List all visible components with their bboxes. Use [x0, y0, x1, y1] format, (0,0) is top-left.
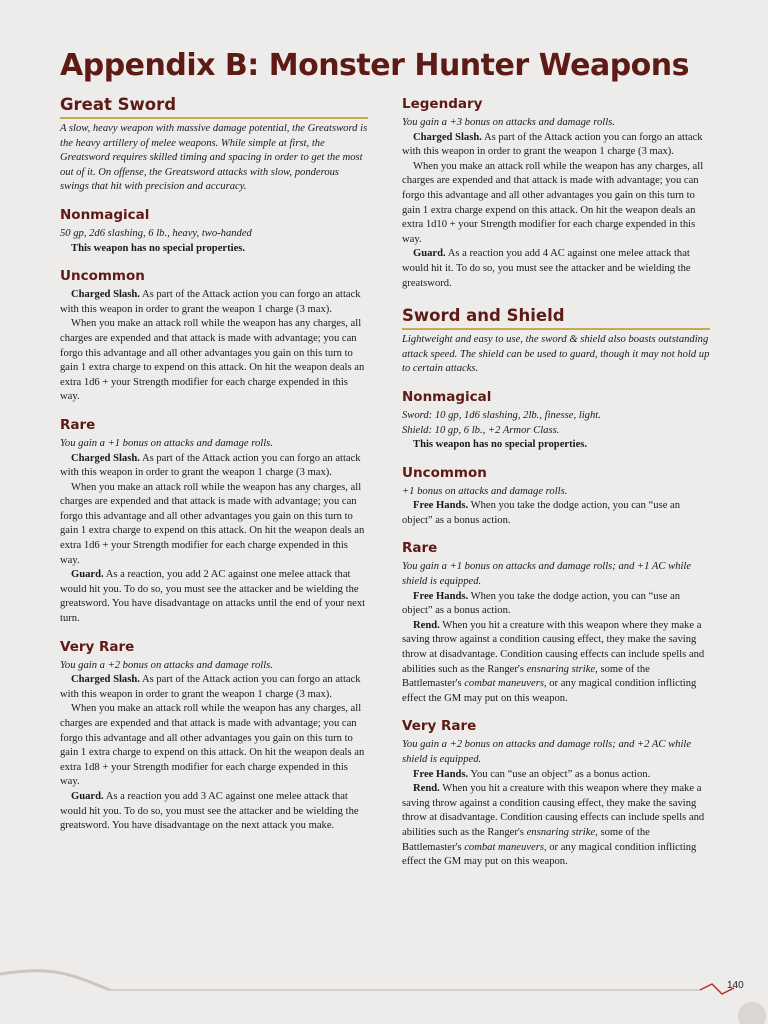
gs-uncommon-heading: Uncommon [60, 268, 145, 285]
gs-rare-charged-slash-detail: When you make an attack roll while the weapon has any charges, all charges are expended and that attack is made with advantage; you can forgo this advantage and all other advantages you gain on this turn to gain 1 extra charge to expend on this attack. On hit the weapon deals an extra 1d6 + your Strength modifier for each charge expended in this way. [60, 481, 365, 566]
ss-rare-free-hands: Free Hands. When you take the dodge action, you can “use an object” as a bonus action. [402, 590, 681, 617]
sword-shield-heading: Sword and Shield [402, 305, 710, 330]
gs-nonmagical-heading: Nonmagical [60, 206, 150, 223]
gs-rare-heading: Rare [60, 416, 96, 433]
ss-very-rare-bonus: You gain a +2 bonus on attacks and damage rolls; and +2 AC while shield is equipped. [402, 739, 692, 765]
ss-nonmagical-props: This weapon has no special properties. [413, 439, 588, 451]
ss-rare-rend: Rend. When you hit a creature with this weapon where they make a saving throw against a condition causing effect, they make the saving throw at disadvantage. Condition causing effects can include spells and abilities such as the Ranger's ensnaring strike, some of the Battlemaster's combat maneuvers, or any magical condition inflicting effect the GM may put on this weapon. [402, 619, 705, 704]
gs-legendary-heading: Legendary [402, 96, 483, 112]
gs-rare-charged-slash: Charged Slash. As part of the Attack action you can forgo an attack with this weapon in order to grant the weapon 1 charge (3 max). [60, 452, 361, 479]
gs-legendary-guard: Guard. As a reaction you add 4 AC against one melee attack that would hit it. To do so, you must see the attacker and be wielding the [402, 248, 691, 274]
gs-very-rare-heading: Very Rare [60, 638, 135, 655]
page-number: 140 [727, 980, 744, 991]
ss-very-rare-free-hands: Free Hands. You can “use an object” as a bonus action. [413, 768, 651, 780]
sword-shield-intro: Lightweight and easy to use, the sword & shield also boasts outstanding attack speed. The shield can be used to guard, though it may not hold up to certain attacks. [402, 334, 710, 375]
gs-very-rare-charged-slash-detail: When you make an attack roll while the weapon has any charges, all charges are expended and that attack is made with advantage; you can forgo this advantage and all other advantages you gain on this turn to gain 1 extra charge to expend on this attack. On hit the weapon deals an extra 1d8 + your Strength modifier for each charge expended in this way. [60, 703, 365, 788]
ss-nonmagical-shield: Shield: 10 gp, 6 lb., +2 Armor Class. [402, 424, 560, 436]
gs-nonmagical-props: This weapon has no special properties. [71, 242, 246, 254]
gs-uncommon-charged-slash-detail: When you make an attack roll while the weapon has any charges, all charges are expended and that attack is made with advantage; you can forgo this advantage and all other advantages you gain on this turn to gain 1 extra charge to expend on this attack. On hit the weapon deals an extra 1d6 + your Strength modifier for each charge expended in this way. [60, 318, 365, 403]
gs-legendary-charged-slash-detail: When you make an attack roll while the weapon has any charges, all charges are expended and that attack is made with advantage; you can forgo this advantage and all other advantages you gain on this turn to gain 1 extra charge expend on this attack. On hit the weapon deals an extra 1d10 + your Strength modifier for each charge expended in this way. [402, 160, 704, 245]
page-title: Appendix B: Monster Hunter Weapons [60, 48, 689, 83]
ss-nonmagical-heading: Nonmagical [402, 388, 492, 405]
ss-uncommon-heading: Uncommon [402, 464, 487, 481]
gs-very-rare-guard: Guard. As a reaction you add 3 AC against one melee attack that would hit you. To do so, you must see the attacker and be wielding the greatsword. You have disadvantage on the next attack you make. [60, 790, 359, 832]
ss-rare-bonus: You gain a +1 bonus on attacks and damage rolls; and +1 AC while shield is equipped. [402, 561, 692, 588]
ss-nonmagical-sword: Sword: 10 gp, 1d6 slashing, 2lb., finesse, light. [402, 409, 601, 421]
gs-nonmagical-stats: 50 gp, 2d6 slashing, 6 lb., heavy, two-handed [60, 227, 252, 239]
ss-very-rare-heading: Very Rare [402, 718, 477, 735]
gs-legendary-guard-end: greatsword. [402, 277, 452, 289]
footer-ornament [0, 960, 768, 1024]
gs-very-rare-charged-slash: Charged Slash. As part of the Attack action you can forgo an attack with this weapon in order to grant the weapon 1 charge (3 max). [60, 674, 361, 700]
footer-swoosh [0, 971, 110, 990]
footer-corner-mark [738, 1002, 766, 1024]
gs-uncommon-charged-slash: Charged Slash. As part of the Attack action you can forgo an attack with this weapon in order to grant the weapon 1 charge (3 max). [60, 289, 361, 315]
gs-legendary-charged-slash: Charged Slash. As part of the Attack action you can forgo an attack with this weapon in order to grant the weapon 1 charge (3 max). [402, 131, 703, 158]
gs-very-rare-bonus: You gain a +2 bonus on attacks and damage rolls. [60, 659, 273, 671]
ss-rare-heading: Rare [402, 540, 438, 557]
ss-uncommon-bonus: +1 bonus on attacks and damage rolls. [402, 485, 568, 497]
ss-uncommon-free-hands: Free Hands. When you take the dodge action, you can “use an object” as a bonus action. [402, 500, 681, 526]
right-column [402, 94, 710, 870]
gs-rare-guard: Guard. As a reaction, you add 2 AC against one melee attack that would hit you. To do so, you must see the attacker and be wielding the greatsword. You have disadvantage on attacks until the end of your next turn. [60, 569, 366, 625]
gs-legendary-bonus: You gain a +3 bonus on attacks and damage rolls. [402, 117, 615, 128]
gs-rare-bonus: You gain a +1 bonus on attacks and damage rolls. [60, 437, 273, 449]
great-sword-heading: Great Sword [60, 94, 368, 119]
great-sword-intro: A slow, heavy weapon with massive damage potential, the Greatsword is the heavy artillery of melee weapons. While simple at first, the Greatsword requires skilled timing and spacing in order to get the most out of it. On offense, the Greatsword attacks with slow, ponderous swings that hit with precision and accuracy. [60, 123, 368, 193]
left-column [60, 94, 368, 834]
ss-very-rare-rend: Rend. When you hit a creature with this weapon where they make a saving throw against a condition causing effect, they make the saving throw at disadvantage. Condition causing effects can include spells and abilities such as the Ranger's ensnaring strike, some of the Battlemaster's combat maneuvers, or any magical condition inflicting effect the GM may put on this weapon. [402, 783, 705, 868]
